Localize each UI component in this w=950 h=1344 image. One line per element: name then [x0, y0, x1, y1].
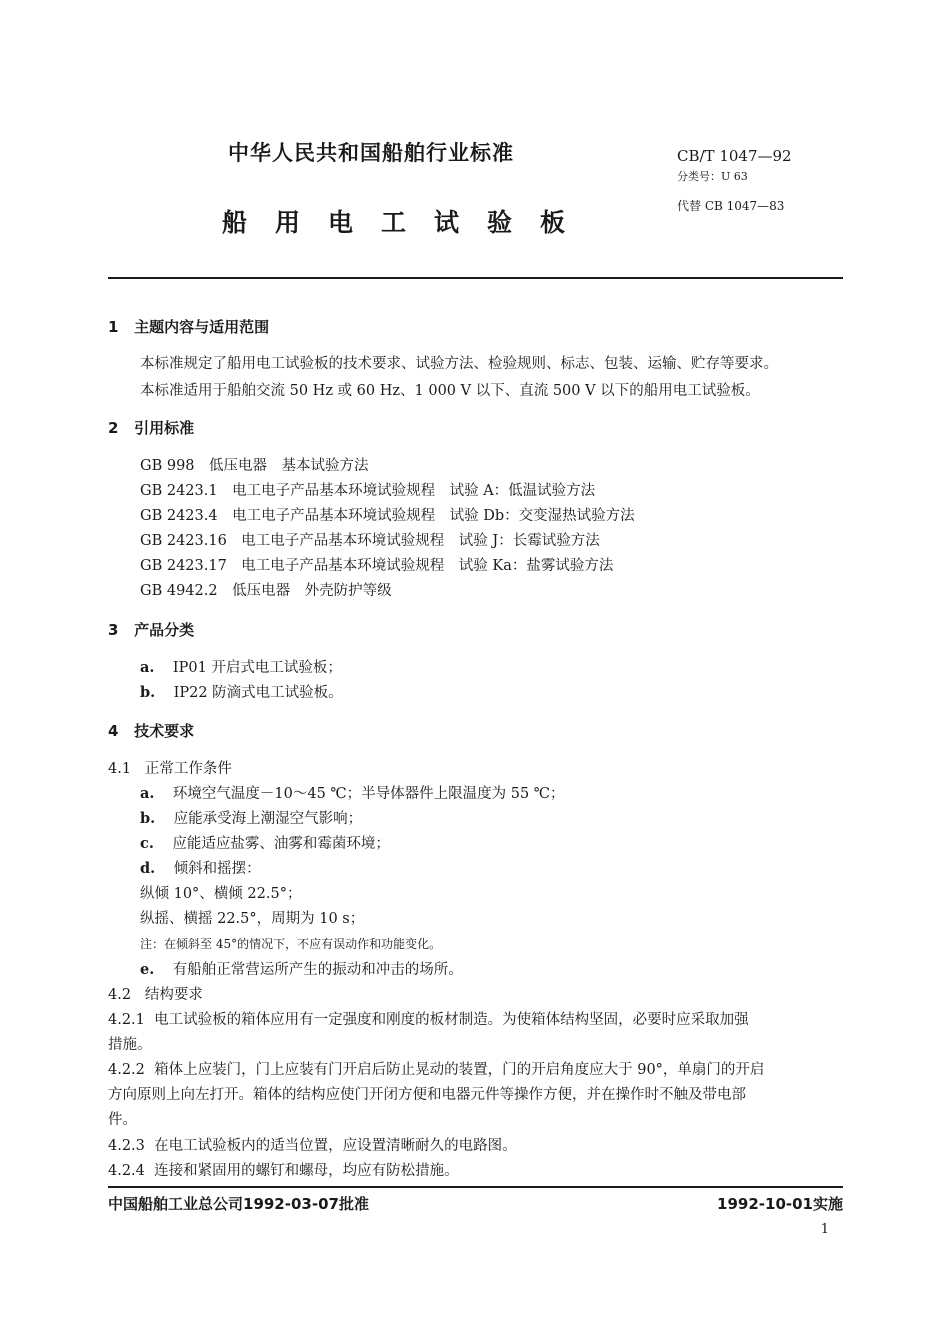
list-item — [140, 782, 565, 803]
clause-number: 4.2.4 — [108, 1163, 145, 1179]
reference-standard: GB 2423.1 电工电子产品基本环境试验规程 试验 A：低温试验方法 — [140, 483, 596, 499]
section-title: 引用标准 — [134, 419, 195, 437]
standard-code: CB/T 1047—92 — [677, 147, 792, 165]
classification-number: 分类号：U 63 — [677, 170, 748, 183]
subsection-4-1-heading — [108, 757, 232, 778]
subsection-number: 4.2 — [108, 987, 132, 1003]
reference-standard: GB 2423.4 电工电子产品基本环境试验规程 试验 Db：交变湿热试验方法 — [140, 508, 635, 524]
section-1-paragraph-1: 本标准规定了船用电工试验板的技术要求、试验方法、检验规则、标志、包装、运输、贮存等要求。 — [140, 356, 778, 372]
reference-standard: GB 2423.17 电工电子产品基本环境试验规程 试验 Ka：盐雾试验方法 — [140, 558, 614, 574]
section-3-heading — [108, 619, 194, 640]
list-item-text: IP22 防滴式电工试验板。 — [173, 685, 343, 701]
implementation-date: 1992-10-01实施 — [717, 1195, 843, 1213]
list-item-label: d. — [140, 860, 156, 877]
list-item — [140, 832, 390, 853]
list-item — [140, 681, 343, 702]
reference-standard: GB 4942.2 低压电器 外壳防护等级 — [140, 583, 392, 599]
list-item-label: a. — [140, 785, 155, 802]
clause-number: 4.2.2 — [108, 1062, 145, 1078]
list-item-text: 环境空气温度－10～45 ℃；半导体器件上限温度为 55 ℃； — [172, 786, 565, 802]
list-item — [140, 807, 362, 828]
clause-text: 箱体上应装门，门上应装有门开启后防止晃动的装置，门的开启角度应大于 90°，单扇门的开启 — [154, 1062, 765, 1078]
section-1-paragraph-2: 本标准适用于船舶交流 50 Hz 或 60 Hz、1 000 V 以下、直流 500 V 以下的船用电工试验板。 — [140, 383, 760, 399]
clause-4-2-2 — [108, 1058, 764, 1079]
list-item-text: IP01 开启式电工试验板； — [172, 660, 342, 676]
clause-4-2-3 — [108, 1134, 517, 1155]
reference-standard: GB 2423.16 电工电子产品基本环境试验规程 试验 J：长霉试验方法 — [140, 533, 600, 549]
list-item-label: b. — [140, 810, 156, 827]
subsection-4-2-heading — [108, 983, 203, 1004]
clause-text-continued: 件。 — [108, 1112, 137, 1128]
list-item — [140, 656, 342, 677]
section-number: 2 — [108, 419, 119, 437]
clause-text-continued: 措施。 — [108, 1037, 152, 1053]
clause-number: 4.2.1 — [108, 1012, 145, 1028]
replaces-standard: 代替 CB 1047—83 — [677, 199, 785, 213]
clause-text-continued: 方向原则上向左打开。箱体的结构应使门开闭方便和电器元件等操作方便，并在操作时不触及带电部 — [108, 1087, 746, 1103]
standard-title: 中华人民共和国船舶行业标准 — [228, 141, 514, 165]
section-number: 3 — [108, 621, 119, 639]
clause-4-2-4 — [108, 1159, 459, 1180]
list-item-label: c. — [140, 835, 154, 852]
list-item-text: 倾斜和摇摆： — [173, 861, 261, 877]
clause-text: 连接和紧固用的螺钉和螺母，均应有防松措施。 — [154, 1163, 459, 1179]
section-title: 主题内容与适用范围 — [134, 318, 270, 336]
clause-text: 在电工试验板内的适当位置，应设置清晰耐久的电路图。 — [154, 1138, 517, 1154]
list-item-text: 应能适应盐雾、油雾和霉菌环境； — [172, 836, 390, 852]
section-1-heading — [108, 316, 269, 337]
subsection-title: 正常工作条件 — [144, 761, 232, 777]
list-item — [140, 857, 261, 878]
reference-standard: GB 998 低压电器 基本试验方法 — [140, 458, 369, 474]
page-number: 1 — [820, 1222, 829, 1237]
list-item-label: b. — [140, 684, 156, 701]
document-title: 船用电工试验板 — [222, 208, 594, 237]
list-item — [140, 958, 463, 979]
list-item-text: 有船舶正常营运所产生的振动和冲击的场所。 — [172, 962, 463, 978]
clause-text: 电工试验板的箱体应用有一定强度和刚度的板材制造。为使箱体结构坚固，必要时应采取加强 — [154, 1012, 749, 1028]
note: 注：在倾斜至 45°的情况下，不应有误动作和功能变化。 — [140, 937, 442, 951]
list-item-label: a. — [140, 659, 155, 676]
subsection-number: 4.1 — [108, 761, 132, 777]
section-number: 1 — [108, 318, 119, 336]
section-4-heading — [108, 720, 194, 741]
list-item-label: e. — [140, 961, 155, 978]
clause-number: 4.2.3 — [108, 1138, 145, 1154]
approval-line: 中国船舶工业总公司1992-03-07批准 — [108, 1195, 369, 1213]
section-2-heading — [108, 417, 194, 438]
section-title: 技术要求 — [134, 722, 195, 740]
clause-4-2-1 — [108, 1008, 749, 1029]
section-title: 产品分类 — [134, 621, 195, 639]
tilt-spec: 纵倾 10°、横倾 22.5°； — [140, 886, 302, 902]
list-item-text: 应能承受海上潮湿空气影响； — [173, 811, 363, 827]
section-number: 4 — [108, 722, 119, 740]
roll-spec: 纵摇、横摇 22.5°，周期为 10 s； — [140, 911, 365, 927]
subsection-title: 结构要求 — [144, 987, 203, 1003]
header-divider — [108, 277, 843, 279]
footer-divider — [108, 1186, 843, 1188]
